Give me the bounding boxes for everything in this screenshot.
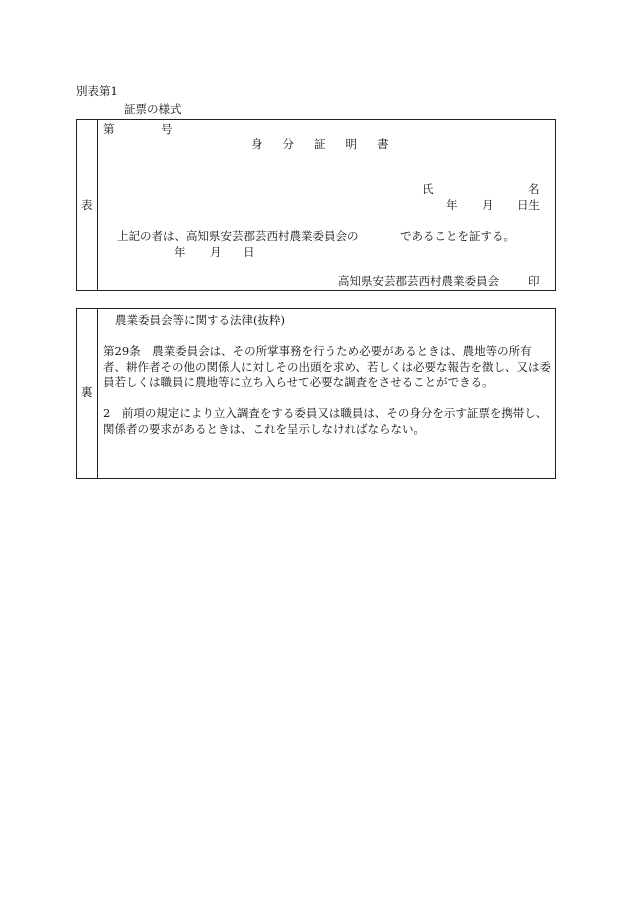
issue-day-label: 日 xyxy=(243,245,255,259)
article-29-text: 第29条 農業委員会は、その所掌事務を行うため必要があるときは、農地等の所有者、耕作者その他の関係人に対しその出頭を求め、若しくは必要な報告を徴し、又は委員若しくは職員に農地等に立ち入らせて必要な調査をさせることができる。 xyxy=(103,344,552,389)
paragraph-2-text: 2 前項の規定により立入調査をする委員又は職員は、その身分を示す証票を携帯し、関係者の要求があるときは、これを呈示しなければならない。 xyxy=(103,406,548,436)
issue-year-label: 年 xyxy=(174,245,186,259)
issuer-name: 高知県安芸郡芸西村農業委員会 xyxy=(338,274,499,288)
back-side-label: 裏 xyxy=(81,385,93,399)
certify-text-2: であることを証する。 xyxy=(400,229,515,243)
birth-month-label: 月 xyxy=(482,198,494,212)
number-prefix: 第 xyxy=(103,122,115,136)
front-side-label: 表 xyxy=(81,198,93,212)
name-field-second-char: 名 xyxy=(528,182,540,196)
document-title: 身分証明書 xyxy=(251,137,409,151)
birth-year-label: 年 xyxy=(446,198,458,212)
back-side-box xyxy=(76,308,556,479)
name-field-first-char: 氏 xyxy=(422,182,434,196)
seal-mark: 印 xyxy=(528,274,540,288)
birth-day-label: 日生 xyxy=(517,198,540,212)
law-title: 農業委員会等に関する法律(抜粋) xyxy=(115,313,285,327)
number-suffix: 号 xyxy=(161,122,173,136)
back-side-column xyxy=(77,309,98,478)
front-side-box xyxy=(76,119,556,291)
form-caption: 証票の様式 xyxy=(124,102,182,116)
appendix-label: 別表第1 xyxy=(76,84,118,98)
certify-text-1: 上記の者は、高知県安芸郡芸西村農業委員会の xyxy=(117,229,359,243)
front-side-column xyxy=(77,120,98,290)
issue-month-label: 月 xyxy=(210,245,222,259)
